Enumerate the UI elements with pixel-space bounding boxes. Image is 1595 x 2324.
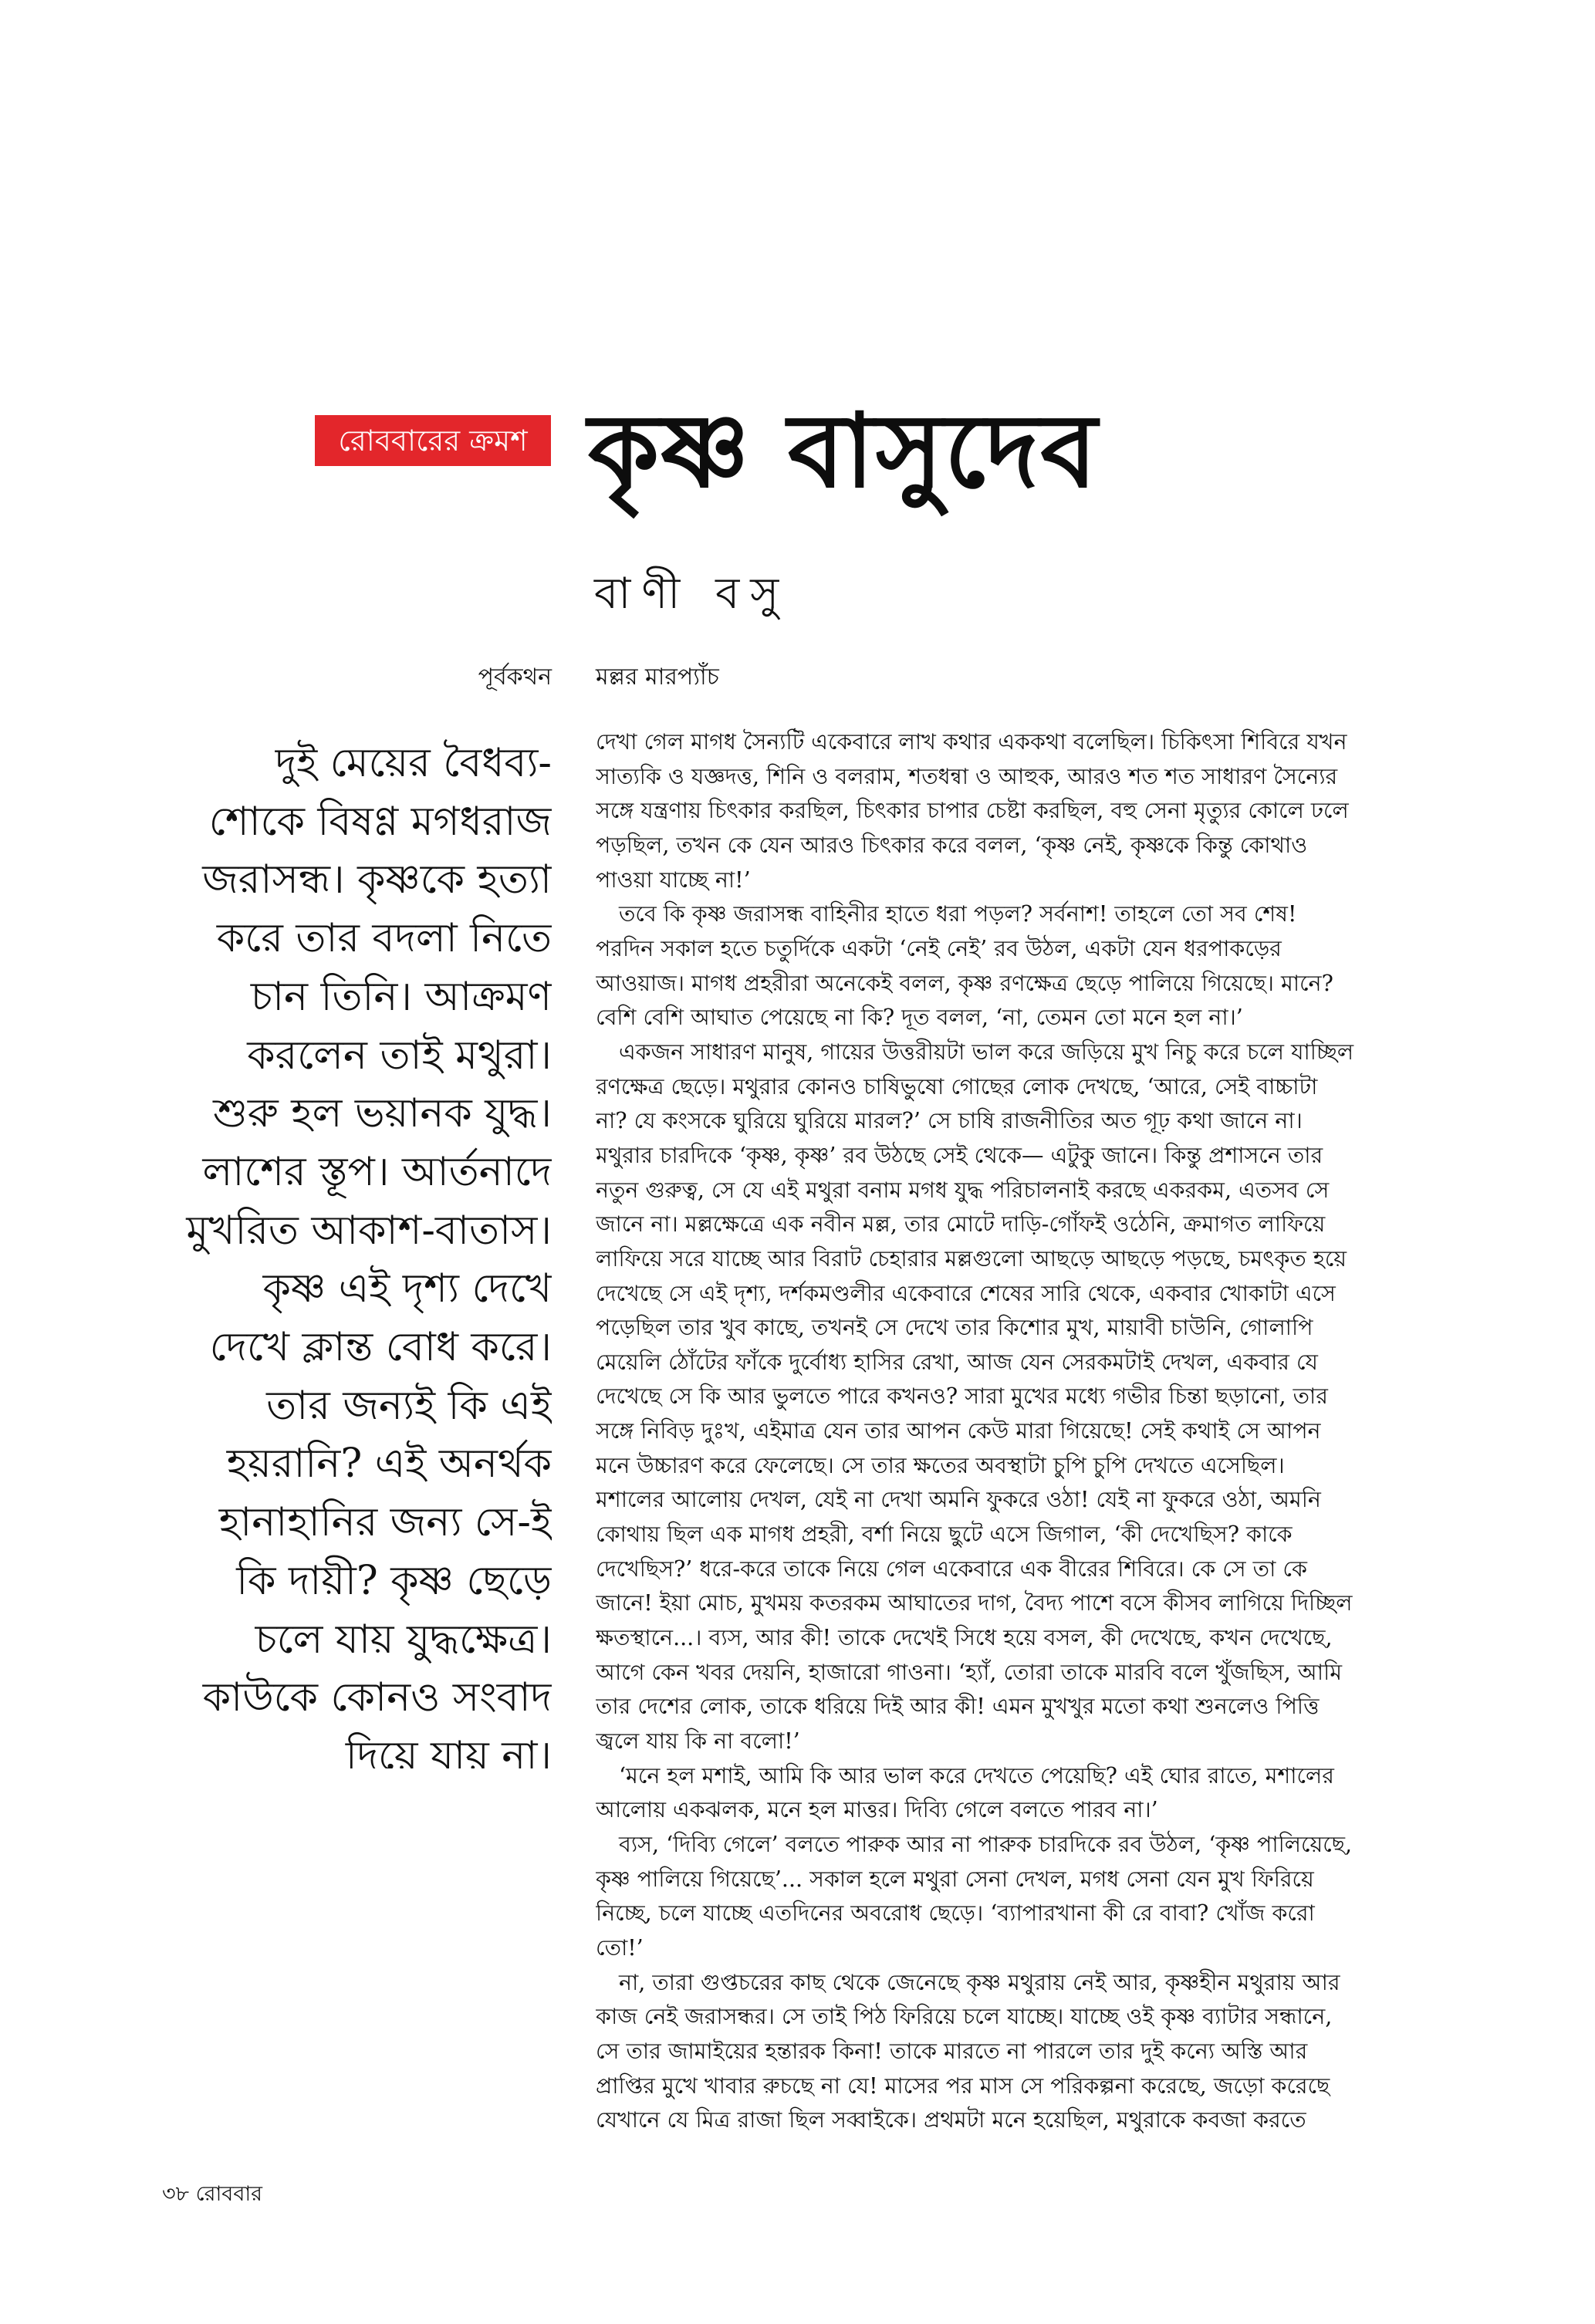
pull-quote-line: কৃষ্ণ এই দৃশ্য দেখে <box>262 1265 552 1312</box>
body-line: মথুরার চারদিকে ‘কৃষ্ণ, কৃষ্ণ’ রব উঠছে সেই থেকে— এটুকু জানে। কিন্তু প্রশাসনে তার <box>596 1142 1323 1168</box>
body-line: দেখেছে সে এই দৃশ্য, দর্শকমণ্ডলীর একেবারে শেষের সারি থেকে, একবার খোকাটা এসে <box>596 1280 1336 1306</box>
article-title: কৃষ্ণ বাসুদেব <box>588 392 1099 511</box>
body-line: সঙ্গে নিবিড় দুঃখ, এইমাত্র যেন তার আপন কেউ মারা গিয়েছে! সেই কথাই সে আপন <box>596 1418 1321 1444</box>
body-line: আওয়াজ। মাগধ প্রহরীরা অনেকেই বলল, কৃষ্ণ রণক্ষেত্র ছেড়ে পালিয়ে গিয়েছে। মানে? <box>596 970 1333 996</box>
body-line: জ্বলে যায় কি না বলো!’ <box>596 1728 800 1755</box>
prologue-label: পূর্বকথন <box>478 664 552 691</box>
pull-quote-line: জরাসন্ধ। কৃষ্ণকে হত্যা <box>202 856 552 904</box>
series-label: রোববারের ক্রমশ <box>315 415 551 466</box>
pull-quote-line: দিয়ে যায় না। <box>345 1732 552 1768</box>
body-line: রণক্ষেত্র ছেড়ে। মথুরার কোনও চাষিভুষো গোছের লোক দেখছে, ‘আরে, সেই বাচ্চাটা <box>596 1073 1318 1100</box>
pull-quote-line: চান তিনি। আক্রমণ <box>250 973 552 1020</box>
body-line: না? যে কংসকে ঘুরিয়ে ঘুরিয়ে মারল?’ সে চাষি রাজনীতির অত গূঢ় কথা জানে না। <box>596 1108 1303 1134</box>
body-line: তো!’ <box>596 1934 644 1961</box>
body-line: মেয়েলি ঠোঁটের ফাঁকে দুর্বোধ্য হাসির রেখা, আজ যেন সেরকমটাই দেখল, একবার যে <box>596 1349 1318 1375</box>
body-line: পরদিন সকাল হতে চতুর্দিকে একটা ‘নেই নেই’ রব উঠল, একটা যেন ধরপাকড়ের <box>596 935 1282 961</box>
pull-quote-line: কাউকে কোনও সংবাদ <box>202 1674 552 1721</box>
chapter-title: মল্লর মারপ্যাঁচ <box>596 664 719 691</box>
pull-quote-line: করে তার বদলা নিতে <box>216 915 552 962</box>
page-footer: ৩৮ রোববার <box>162 2182 263 2206</box>
body-line: জানে! ইয়া মোচ, মুখময় কতরকম আঘাতের দাগ, বৈদ্য পাশে বসে কীসব লাগিয়ে দিচ্ছিল <box>596 1590 1353 1616</box>
body-line: দেখেছিস?’ ধরে-করে তাকে নিয়ে গেল একেবারে এক বীরের শিবিরে। কে সে তা কে <box>596 1556 1307 1582</box>
body-line: লাফিয়ে সরে যাচ্ছে আর বিরাট চেহারার মল্লগুলো আছড়ে আছড়ে পড়ছে, চমৎকৃত হয়ে <box>596 1245 1347 1272</box>
pull-quote-line: করলেন তাই মথুরা। <box>247 1032 552 1079</box>
pull-quote-line: মুখরিত আকাশ-বাতাস। <box>186 1207 552 1254</box>
body-line: সঙ্গে যন্ত্রণায় চিৎকার করছিল, চিৎকার চাপার চেষ্টা করছিল, বহু সেনা মৃত্যুর কোলে ঢলে <box>596 798 1349 824</box>
body-line: সে তার জামাইয়ের হন্তারক কিনা! তাকে মারতে না পারলে তার দুই কন্যে অস্তি আর <box>596 2038 1308 2064</box>
pull-quote-line: চলে যায় যুদ্ধক্ষেত্র। <box>255 1616 552 1663</box>
body-line: পড়ছিল, তখন কে যেন আরও চিৎকার করে বলল, ‘কৃষ্ণ নেই, কৃষ্ণকে কিন্তু কোথাও <box>596 832 1308 858</box>
body-line: সাত্যকি ও যজ্ঞদত্ত, শিনি ও বলরাম, শতধন্বা ও আহুক, আরও শত শত সাধারণ সৈন্যের <box>596 763 1338 789</box>
pull-quote-line: শুরু হল ভয়ানক যুদ্ধ। <box>213 1090 552 1137</box>
pull-quote-line: কি দায়ী? কৃষ্ণ ছেড়ে <box>236 1557 552 1604</box>
pull-quote-line: হয়রানি? এই অনর্থক <box>226 1441 552 1488</box>
body-line: মশালের আলোয় দেখল, যেই না দেখা অমনি ফুকরে ওঠা! যেই না ফুকরে ওঠা, অমনি <box>596 1487 1321 1513</box>
body-line: কোথায় ছিল এক মাগধ প্রহরী, বর্শা নিয়ে ছুটে এসে জিগাল, ‘কী দেখেছিস? কাকে <box>596 1522 1293 1548</box>
body-line: নতুন গুরুত্ব, সে যে এই মথুরা বনাম মগধ যুদ্ধ পরিচালনাই করছে একরকম, এতসব সে <box>596 1177 1330 1203</box>
pull-quote-line: দেখে ক্লান্ত বোধ করে। <box>209 1324 552 1371</box>
author-name: বাণী বসু <box>594 569 790 619</box>
body-line: কৃষ্ণ পালিয়ে গিয়েছে’... সকাল হলে মথুরা সেনা দেখল, মগধ সেনা যেন মুখ ফিরিয়ে <box>596 1866 1314 1892</box>
body-line: আলোয় একঝলক, মনে হল মাত্তর। দিব্যি গেলে বলতে পারব না।’ <box>596 1797 1158 1823</box>
body-line: মনে উচ্চারণ করে ফেলেছে। সে তার ক্ষতের অবস্থাটা চুপি চুপি দেখতে এসেছিল। <box>596 1452 1285 1478</box>
body-line: ‘মনে হল মশাই, আমি কি আর ভাল করে দেখতে পেয়েছি? এই ঘোর রাতে, মশালের <box>619 1762 1334 1789</box>
article-body <box>596 725 1431 2157</box>
pull-quote-line: লাশের স্তূপ। আর্তনাদে <box>202 1148 552 1195</box>
body-line: তার দেশের লোক, তাকে ধরিয়ে দিই আর কী! এমন মুখখুর মতো কথা শুনলেও পিত্তি <box>596 1694 1320 1720</box>
pull-quote <box>162 735 552 1768</box>
pull-quote-line: শোকে বিষণ্ণ মগধরাজ <box>208 798 552 845</box>
body-line: নিচ্ছে, চলে যাচ্ছে এতদিনের অবরোধ ছেড়ে। ‘ব্যাপারখানা কী রে বাবা? খোঁজ করো <box>596 1900 1315 1927</box>
body-line: তবে কি কৃষ্ণ জরাসন্ধ বাহিনীর হাতে ধরা পড়ল? সর্বনাশ! তাহলে তো সব শেষ! <box>619 901 1297 927</box>
body-line: দেখা গেল মাগধ সৈন্যটি একেবারে লাখ কথার এককথা বলেছিল। চিকিৎসা শিবিরে যখন <box>596 729 1347 755</box>
pull-quote-line: দুই মেয়ের বৈধব্য- <box>275 740 552 786</box>
body-line: পড়েছিল তার খুব কাছে, তখনই সে দেখে তার কিশোর মুখ, মায়াবী চাউনি, গোলাপি <box>596 1315 1313 1341</box>
pull-quote-line: তার জন্যই কি এই <box>266 1382 552 1429</box>
body-line: যেখানে যে মিত্র রাজা ছিল সব্বাইকে। প্রথমটা মনে হয়েছিল, মথুরাকে কবজা করতে <box>596 2107 1306 2133</box>
body-line: ব্যস, ‘দিব্যি গেলে’ বলতে পারুক আর না পারুক চারদিকে রব উঠল, ‘কৃষ্ণ পালিয়েছে, <box>619 1832 1353 1857</box>
body-line: ক্ষতস্থানে...। ব্যস, আর কী! তাকে দেখেই সিধে হয়ে বসল, কী দেখেছে, কখন দেখেছে, <box>596 1625 1333 1651</box>
body-line: না, তারা গুপ্তচরের কাছ থেকে জেনেছে কৃষ্ণ মথুরায় নেই আর, কৃষ্ণহীন মথুরায় আর <box>619 1969 1340 1995</box>
pull-quote-line: হানাহানির জন্য সে-ই <box>218 1499 552 1546</box>
body-line: পাওয়া যাচ্ছে না!’ <box>596 866 751 893</box>
body-line: জানে না। মল্লক্ষেত্রে এক নবীন মল্ল, তার মোটে দাড়ি-গোঁফই ওঠেনি, ক্রমাগত লাফিয়ে <box>596 1211 1326 1238</box>
body-line: আগে কেন খবর দেয়নি, হাজারো গাওনা। ‘হ্যাঁ, তোরা তাকে মারবি বলে খুঁজছিস, আমি <box>596 1659 1343 1685</box>
body-line: কাজ নেই জরাসন্ধর। সে তাই পিঠ ফিরিয়ে চলে যাচ্ছে। যাচ্ছে ওই কৃষ্ণ ব্যাটার সন্ধানে, <box>596 2004 1333 2030</box>
body-line: দেখেছে সে কি আর ভুলতে পারে কখনও? সারা মুখের মধ্যে গভীর চিন্তা ছড়ানো, তার <box>596 1383 1328 1410</box>
body-line: প্রাপ্তির মুখে খাবার রুচছে না যে! মাসের পর মাস সে পরিকল্পনা করেছে, জড়ো করেছে <box>596 2072 1330 2099</box>
body-line: বেশি বেশি আঘাত পেয়েছে না কি? দূত বলল, ‘না, তেমন তো মনে হল না।’ <box>596 1005 1243 1031</box>
body-line: একজন সাধারণ মানুষ, গায়ের উত্তরীয়টা ভাল করে জড়িয়ে মুখ নিচু করে চলে যাচ্ছিল <box>619 1039 1354 1065</box>
